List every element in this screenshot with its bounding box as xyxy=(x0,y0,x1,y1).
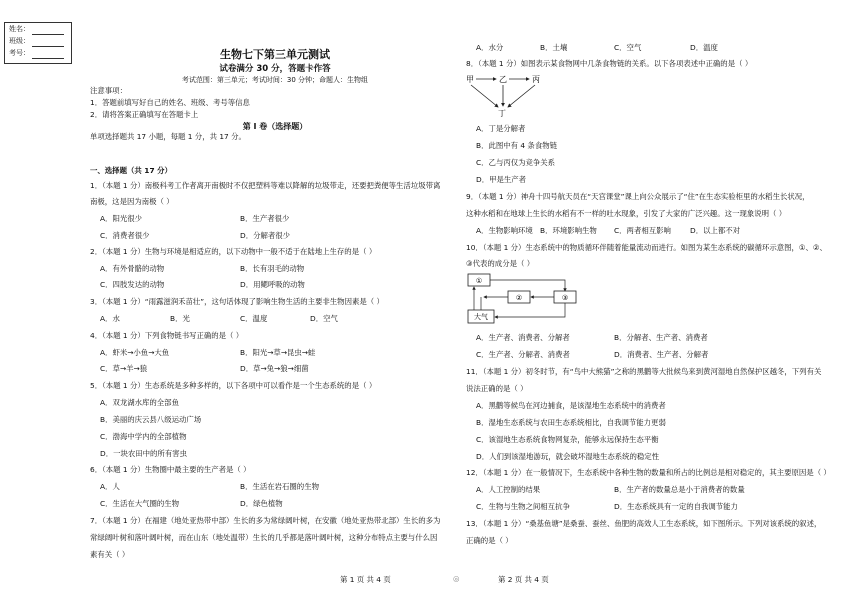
option-c[interactable]: C．四肢发达的动物 xyxy=(100,280,165,289)
arrow xyxy=(495,303,565,317)
option-b[interactable]: B．土壤 xyxy=(540,43,568,52)
option-a[interactable]: A．有外骨骼的动物 xyxy=(100,264,165,273)
node-1: ① xyxy=(475,277,483,285)
option-c[interactable]: C．空气 xyxy=(614,43,642,52)
option-b[interactable]: B．长有羽毛的动物 xyxy=(240,264,305,273)
option-a[interactable]: A．生产者、消费者、分解者 xyxy=(476,333,570,342)
exam-title: 生物七下第三单元测试 xyxy=(220,48,330,61)
option-a[interactable]: A．水 xyxy=(100,314,120,323)
arrow xyxy=(471,85,498,107)
option-d[interactable]: D．空气 xyxy=(310,314,338,323)
option-d[interactable]: D．绿色植物 xyxy=(240,499,283,508)
section-title: 一、选择题（共 17 分） xyxy=(90,166,172,175)
option-a[interactable]: A．生物影响环境 xyxy=(476,226,533,235)
option-a[interactable]: A．水分 xyxy=(476,43,504,52)
option-b[interactable]: B．分解者、生产者、消费者 xyxy=(614,333,708,342)
option-b[interactable]: B．此图中有 4 条食物链 xyxy=(476,141,557,150)
notes-heading: 注意事项： xyxy=(90,86,127,95)
page-number-left: 第 1 页 共 4 页 xyxy=(340,575,391,584)
option-b[interactable]: B．生活在岩石圈的生物 xyxy=(240,482,319,491)
exam-subtitle: 试卷满分 30 分，答题卡作答 xyxy=(219,64,331,74)
option-b[interactable]: B．光 xyxy=(170,314,190,323)
option-d[interactable]: D．分解者很少 xyxy=(240,231,291,240)
option-d[interactable]: D．甲是生产者 xyxy=(476,175,527,184)
note-item: 2．请将答案正确填写在答题卡上 xyxy=(90,110,199,119)
option-d[interactable]: D．用鳃呼吸的动物 xyxy=(240,280,305,289)
carbon-cycle-diagram xyxy=(466,272,586,328)
node-jia: 甲 xyxy=(466,75,474,84)
option-a[interactable]: A．双龙湖水库的全部鱼 xyxy=(100,398,179,407)
option-b[interactable]: B．生产者的数量总是小于消费者的数量 xyxy=(614,485,745,494)
option-d[interactable]: D．以上都不对 xyxy=(690,226,741,235)
option-c[interactable]: C．草→羊→狼 xyxy=(100,364,148,373)
option-c[interactable]: C．该湿地生态系统食物网复杂，能够永远保持生态平衡 xyxy=(476,435,659,444)
exam-number-field[interactable]: 考号： xyxy=(5,47,71,59)
option-c[interactable]: C．消费者很少 xyxy=(100,231,150,240)
node-air: 大气 xyxy=(474,313,488,321)
option-d[interactable]: D．人们到该湿地游玩，就会破坏湿地生态系统的稳定性 xyxy=(476,452,660,461)
option-d[interactable]: D．草→兔→狼→细菌 xyxy=(240,364,309,373)
option-a[interactable]: A．人 xyxy=(100,482,120,491)
option-a[interactable]: A．虾米→小鱼→大鱼 xyxy=(100,348,170,357)
name-field[interactable]: 姓名： xyxy=(5,23,71,35)
option-a[interactable]: A．阳光很少 xyxy=(100,214,143,223)
option-c[interactable]: C．乙与丙仅为竞争关系 xyxy=(476,158,556,167)
page-number-right: 第 2 页 共 4 页 xyxy=(498,575,549,584)
option-b[interactable]: B．环境影响生物 xyxy=(540,226,597,235)
part1-title: 第 I 卷（选择题） xyxy=(242,122,308,131)
option-a[interactable]: A．黑鹳等候鸟在河边捕食，是该湿地生态系统中的消费者 xyxy=(476,401,666,410)
option-d[interactable]: D．温度 xyxy=(690,43,718,52)
node-2: ② xyxy=(515,294,523,302)
option-a[interactable]: A．丁是分解者 xyxy=(476,124,526,133)
food-web-diagram xyxy=(466,72,546,120)
option-d[interactable]: D．生态系统具有一定的自我调节能力 xyxy=(614,502,738,511)
option-c[interactable]: C．渤海中学内的全部植物 xyxy=(100,432,187,441)
note-item: 1．答题前填写好自己的姓名、班级、考号等信息 xyxy=(90,98,250,107)
option-b[interactable]: B．生产者很少 xyxy=(240,214,290,223)
arrow xyxy=(508,85,535,107)
option-c[interactable]: C．两者相互影响 xyxy=(614,226,671,235)
option-d[interactable]: D．一块农田中的所有害虫 xyxy=(100,449,187,458)
arrow xyxy=(490,280,565,291)
option-c[interactable]: C．生物与生物之间相互抗争 xyxy=(476,502,570,511)
option-a[interactable]: A．人工控制的结果 xyxy=(476,485,541,494)
page-separator-icon: ◎ xyxy=(453,574,460,583)
option-c[interactable]: C．生产者、分解者、消费者 xyxy=(476,350,570,359)
node-yi: 乙 xyxy=(499,75,507,84)
option-d[interactable]: D．消费者、生产者、分解者 xyxy=(614,350,709,359)
option-b[interactable]: B．湿地生态系统与农田生态系统相比，自我调节能力更弱 xyxy=(476,418,666,427)
option-b[interactable]: B．美丽的庆云县八级运动广场 xyxy=(100,415,202,424)
class-field[interactable]: 班级： xyxy=(5,35,71,47)
option-c[interactable]: C．温度 xyxy=(240,314,268,323)
part1-desc: 单项选择题共 17 小题，每题 1 分，共 17 分。 xyxy=(90,132,246,141)
option-c[interactable]: C．生活在大气圈的生物 xyxy=(100,499,180,508)
node-bing: 丙 xyxy=(532,75,540,84)
node-3: ③ xyxy=(561,294,569,302)
node-ding: 丁 xyxy=(498,109,506,118)
student-info-box xyxy=(4,22,72,64)
option-b[interactable]: B．阳光→草→昆虫→蛙 xyxy=(240,348,316,357)
exam-info: 考试范围：第三单元；考试时间：30 分钟；命题人：生物组 xyxy=(181,76,369,84)
